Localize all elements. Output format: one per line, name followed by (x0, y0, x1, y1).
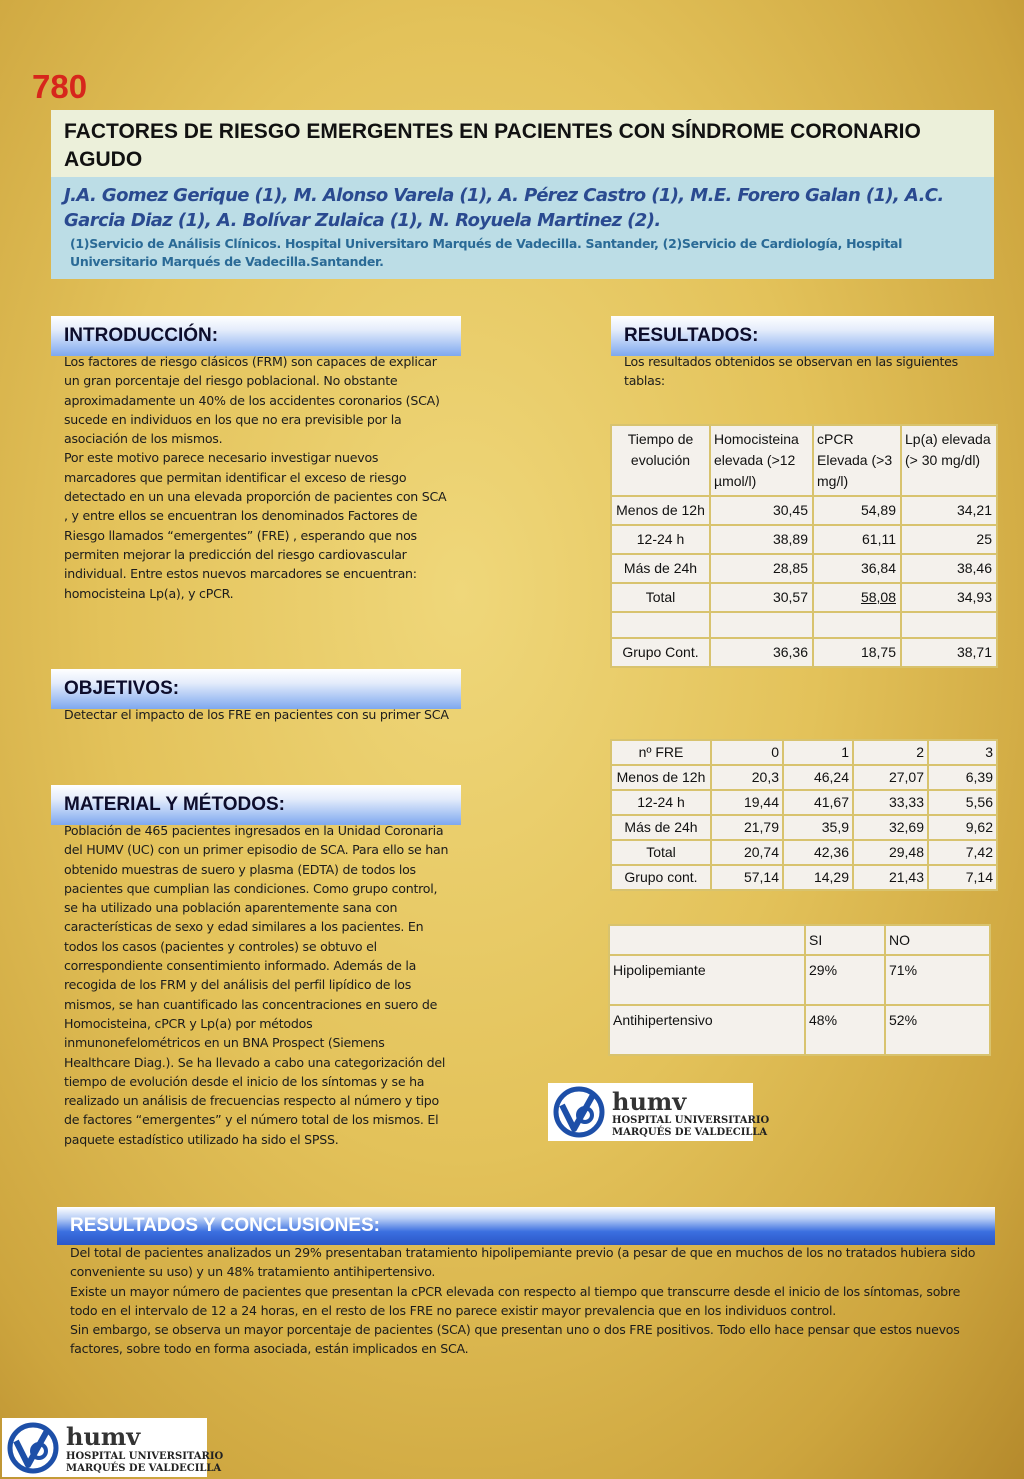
humv-logo-line2: MARQUÉS DE VALDECILLA (612, 1127, 768, 1138)
humv-logo-bottom-line1: HOSPITAL UNIVERSITARIO (66, 1451, 224, 1462)
table-cell: 29,48 (853, 840, 928, 865)
table-cell: 71% (885, 955, 990, 1005)
table-row (611, 638, 997, 667)
table-row-label: Menos de 12h (611, 496, 710, 525)
table-row-label: Total (611, 583, 710, 612)
table-row (611, 765, 997, 790)
table-cell: 48% (805, 1005, 885, 1055)
introduccion-paragraph-2: Por este motivo parece necesario investigar nuevos marcadores que permitan identificar el exceso de riesgo detectado en un una elevada proporción de pacientes con SCA , y entre ellos se encuentran los denominados Factores de Riesgo llamados “emergentes” (FRE) , esperando que nos permiten mejorar la predicción del riesgo cardiovascular individual. Entre estos nuevos marcadores se encuentran: homocisteina Lp(a), y cPCR. (64, 450, 447, 601)
authors: J.A. Gomez Gerique (1), M. Alonso Varela (1), A. Pérez Castro (1), M.E. Forero Galan (1), A.C. Garcia Diaz (1), A. Bolívar Zulaica (1), N. Royuela Martinez (2). (64, 185, 944, 231)
table-row-label: 12-24 h (611, 525, 710, 554)
table-cell: 34,93 (901, 583, 997, 612)
table-cell: 36,84 (813, 554, 901, 583)
table-cell: 6,39 (928, 765, 997, 790)
table-header-cell: 3 (928, 740, 997, 765)
humv-logo-bottom-icon (4, 1421, 62, 1475)
humv-logo-bottom (2, 1418, 224, 1477)
table-header-cell: Lp(a) elevada (> 30 mg/dl) (901, 425, 997, 496)
table-cell: 52% (885, 1005, 990, 1055)
table-cell: 42,36 (783, 840, 853, 865)
table-cell: 32,69 (853, 815, 928, 840)
table-cell: 33,33 (853, 790, 928, 815)
table-header-cell: 1 (783, 740, 853, 765)
humv-logo-icon (550, 1085, 608, 1139)
table-row (609, 955, 990, 1005)
table-row-label: Más de 24h (611, 815, 711, 840)
introduccion-heading: INTRODUCCIÓN: (51, 316, 461, 356)
table-cell: 35,9 (783, 815, 853, 840)
table-cell: 20,74 (711, 840, 783, 865)
table-row-label: 12-24 h (611, 790, 711, 815)
objetivos-heading: OBJETIVOS: (51, 669, 461, 709)
table-cell: 30,57 (710, 583, 813, 612)
conclusiones-paragraph-2: Existe un mayor número de pacientes que presentan la cPCR elevada con respecto al tiempo que transcurre desde el inicio de los síntomas, sobre todo en el intervalo de 12 a 24 horas, en el resto de los FRE no parece existir mayor prevalencia que en los individuos control. (70, 1283, 961, 1318)
table-cell: 36,36 (710, 638, 813, 667)
table-row (611, 815, 997, 840)
table-row-label: Total (611, 840, 711, 865)
poster-title: FACTORES DE RIESGO EMERGENTES EN PACIENTES CON SÍNDROME CORONARIO AGUDO (64, 120, 921, 171)
humv-logo-bottom-line2: MARQUÉS DE VALDECILLA (66, 1463, 222, 1474)
table-row-label: Grupo cont. (611, 865, 711, 890)
material-metodos-heading: MATERIAL Y MÉTODOS: (51, 785, 461, 825)
table-cell: 20,3 (711, 765, 783, 790)
table-header-cell (609, 925, 805, 955)
table-cell: 19,44 (711, 790, 783, 815)
poster-number: 780 (32, 68, 88, 105)
conclusiones-paragraph-1: Del total de pacientes analizados un 29% presentaban tratamiento hipolipemiante previo (a pesar de que en muchos de los no tratados hubiera sido conveniente su uso) y un 48% tratamiento antihipertensivo. (70, 1245, 976, 1280)
table-header-row (611, 740, 997, 765)
table-cell: 7,42 (928, 840, 997, 865)
table-row-label: Menos de 12h (611, 765, 711, 790)
humv-logo (548, 1083, 770, 1141)
table-row-label: Más de 24h (611, 554, 710, 583)
table-cell: 57,14 (711, 865, 783, 890)
table-row (611, 583, 997, 612)
table-cell: 34,21 (901, 496, 997, 525)
table-row-label: Antihipertensivo (609, 1005, 805, 1055)
objetivos-text: Detectar el impacto de los FRE en pacientes con su primer SCA (64, 707, 449, 722)
table-cell: 28,85 (710, 554, 813, 583)
table-row (611, 865, 997, 890)
table-row (611, 840, 997, 865)
resultados-table-3 (608, 924, 991, 1056)
table-header-cell: Tiempo de evolución (611, 425, 710, 496)
table-cell: 41,67 (783, 790, 853, 815)
table-row (609, 1005, 990, 1055)
table-header-cell: cPCR Elevada (>3 mg/l) (813, 425, 901, 496)
table-row (611, 790, 997, 815)
introduccion-paragraph-1: Los factores de riesgo clásicos (FRM) son capaces de explicar un gran porcentaje del riesgo poblacional. No obstante aproximadamente un 40% de los accidentes coronarios (SCA) sucede en individuos en los que no era previsible por la asociación de los mismos. (64, 354, 440, 447)
humv-logo-bottom-name: humv (66, 1422, 141, 1451)
table-header-cell: NO (885, 925, 990, 955)
introduccion-text (64, 352, 452, 603)
table-row-label: Hipolipemiante (609, 955, 805, 1005)
humv-logo-line1: HOSPITAL UNIVERSITARIO (612, 1115, 770, 1126)
table-row (611, 525, 997, 554)
table-header-cell: Homocisteina elevada (>12 µmol/l) (710, 425, 813, 496)
resultados-heading: RESULTADOS: (611, 316, 994, 356)
conclusiones-text (70, 1243, 985, 1359)
table-cell: 38,46 (901, 554, 997, 583)
table-cell: 58,08 (813, 583, 901, 612)
table-header-row (609, 925, 990, 955)
table-cell: 5,56 (928, 790, 997, 815)
table-row (611, 496, 997, 525)
table-row-empty (611, 612, 997, 638)
table-row (611, 554, 997, 583)
resultados-intro: Los resultados obtenidos se observan en las siguientes tablas: (624, 354, 958, 389)
table-cell: 18,75 (813, 638, 901, 667)
table-cell: 27,07 (853, 765, 928, 790)
table-cell: 21,43 (853, 865, 928, 890)
table-header-cell: SI (805, 925, 885, 955)
table-row-label: Grupo Cont. (611, 638, 710, 667)
table-cell: 29% (805, 955, 885, 1005)
table-cell: 9,62 (928, 815, 997, 840)
material-metodos-text: Población de 465 pacientes ingresados en la Unidad Coronaria del HUMV (UC) con un primer episodio de SCA. Para ello se han obtenido muestras de suero y plasma (EDTA) de todos los pacientes que cumplian las condiciones. Como grupo control, se ha utilizado una población aparentemente sana con características de sexo y edad similares a los pacientes. En todos los casos (pacientes y controles) se obtuvo el correspondiente consentimiento informado. Además de la recogida de los FRM y del análisis del perfil lipídico de los mismos, se han cuantificado las concentraciones en suero de Homocisteina, cPCR y Lp(a) por métodos inmunonefelométricos en un BNA Prospect (Siemens Healthcare Diag.). Se ha llevado a cabo una categorización del tiempo de evolución desde el inicio de los síntomas y se ha realizado un análisis de frecuencias respecto al número y tipo de factores “emergentes” y el número total de los mismos. El paquete estadístico utilizado ha sido el SPSS. (64, 823, 449, 1147)
table-cell: 7,14 (928, 865, 997, 890)
table-cell: 38,71 (901, 638, 997, 667)
table-header-cell: nº FRE (611, 740, 711, 765)
table-cell: 21,79 (711, 815, 783, 840)
table-cell: 14,29 (783, 865, 853, 890)
table-header-cell: 0 (711, 740, 783, 765)
table-cell: 30,45 (710, 496, 813, 525)
resultados-table-1 (610, 424, 998, 668)
table-cell: 25 (901, 525, 997, 554)
table-cell: 46,24 (783, 765, 853, 790)
table-cell: 38,89 (710, 525, 813, 554)
table-cell: 61,11 (813, 525, 901, 554)
table-cell: 54,89 (813, 496, 901, 525)
conclusiones-heading: RESULTADOS Y CONCLUSIONES: (57, 1207, 995, 1245)
humv-logo-name: humv (612, 1087, 687, 1116)
table-header-row (611, 425, 997, 496)
conclusiones-paragraph-3: Sin embargo, se observa un mayor porcentaje de pacientes (SCA) que presentan uno o dos FRE positivos. Todo ello hace pensar que estos nuevos factores, sobre todo en forma asociada, están implicados en SCA. (70, 1322, 960, 1357)
affiliations: (1)Servicio de Análisis Clínicos. Hospital Universitaro Marqués de Vadecilla. Santander, (2)Servicio de Cardiología, Hospital Universitario Marqués de Vadecilla.Santander. (70, 236, 903, 269)
resultados-table-2 (610, 739, 998, 891)
table-header-cell: 2 (853, 740, 928, 765)
